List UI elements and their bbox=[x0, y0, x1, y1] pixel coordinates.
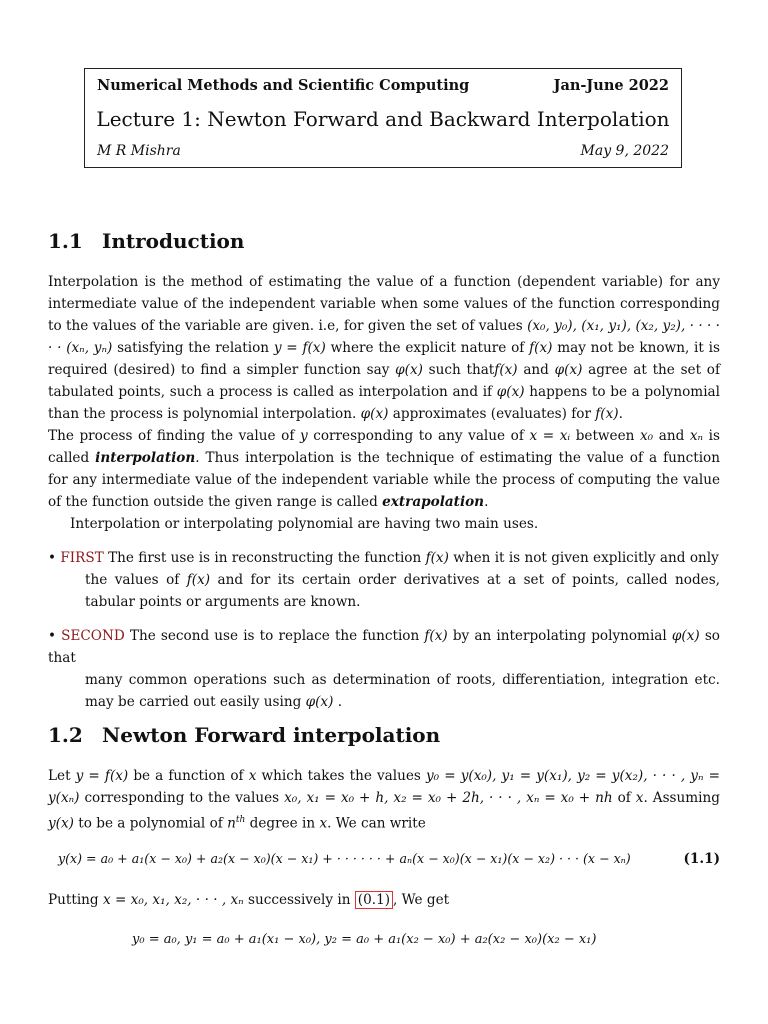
section-heading-newton-forward bbox=[48, 723, 440, 747]
text: . Assuming bbox=[643, 790, 720, 806]
lecture-title: Lecture 1: Newton Forward and Backward Interpolation bbox=[96, 107, 670, 131]
math: φ(x) bbox=[671, 628, 700, 644]
lecture-header-box bbox=[84, 68, 682, 168]
math: f(x) bbox=[425, 550, 449, 566]
math: y = f(x) bbox=[75, 768, 129, 784]
equation-label: (1.1) bbox=[683, 851, 720, 867]
text: and bbox=[653, 428, 690, 444]
math: x bbox=[635, 790, 644, 806]
text: and for its certain order derivatives at a set of points, called nodes, tabular points or arguments are known. bbox=[85, 572, 720, 610]
math: x₀, x₁ = x₀ + h, x₂ = x₀ + 2h, · · · , xₙ = x₀ + nh bbox=[284, 790, 613, 806]
math: y₀ = y(x₀), y₁ = y(x₁), y₂ = y(x₂), · · · , yₙ = y(xₙ) bbox=[48, 768, 720, 806]
date: May 9, 2022 bbox=[580, 143, 669, 159]
math: φ(x) bbox=[554, 362, 583, 378]
section-heading-introduction bbox=[48, 229, 244, 253]
forward-paragraph-2 bbox=[48, 889, 720, 911]
bullet-first bbox=[48, 547, 720, 613]
text: between bbox=[570, 428, 640, 444]
text: The second use is to replace the function bbox=[124, 628, 425, 644]
math: φ(x) bbox=[496, 384, 525, 400]
text: corresponding to any value of bbox=[307, 428, 530, 444]
emphasis: interpolation bbox=[95, 450, 196, 466]
bullet-second-lead: • SECOND The second use is to replace the function f(x) by an interpolating polynomial φ(x) so that bbox=[48, 628, 720, 666]
math: x₀ bbox=[640, 428, 654, 444]
math: x = x₀, x₁, x₂, · · · , xₙ bbox=[102, 892, 244, 908]
emphasis: extrapolation bbox=[382, 494, 485, 510]
forward-paragraph-1 bbox=[48, 765, 720, 835]
intro-paragraph-2 bbox=[48, 425, 720, 513]
math: y(x) bbox=[48, 815, 74, 832]
text: be a function of bbox=[128, 768, 249, 784]
bullet-label: FIRST bbox=[60, 550, 104, 566]
text: , We get bbox=[393, 892, 450, 908]
course-name: Numerical Methods and Scientific Computing bbox=[97, 77, 470, 94]
text: agree at the set of tabulated points, such a process is called as interpolation and if bbox=[48, 362, 721, 400]
math: f(x) bbox=[424, 628, 448, 644]
author: M R Mishra bbox=[97, 143, 181, 159]
text: is called bbox=[48, 428, 720, 466]
math: x bbox=[248, 768, 257, 784]
math: xₙ bbox=[689, 428, 704, 444]
text: satisfying the relation bbox=[112, 340, 274, 356]
math: (x₀, y₀), (x₁, y₁), (x₂, y₂), · · · · · · (xₙ, yₙ) bbox=[48, 318, 720, 356]
section-number: 1.2 bbox=[48, 723, 83, 747]
math: y bbox=[299, 428, 308, 444]
bullet-second-rest bbox=[48, 669, 720, 713]
text: The process of finding the value of bbox=[48, 428, 300, 444]
math: y = f(x) bbox=[273, 340, 326, 356]
text: degree in bbox=[245, 815, 320, 832]
text: . We can write bbox=[327, 815, 426, 832]
text: . Thus interpolation is the technique of estimating the value of a function for any intermediate value of the independent variable while the process of computing the value of the function outside the given range is called bbox=[48, 450, 720, 510]
text: where the explicit nature of bbox=[325, 340, 530, 356]
text: successively in bbox=[243, 892, 355, 908]
equation-2: y₀ = a₀, y₁ = a₀ + a₁(x₁ − x₀), y₂ = a₀ + a₁(x₂ − x₀) + a₂(x₂ − x₀)(x₂ − x₁) bbox=[132, 932, 597, 947]
text: of bbox=[612, 790, 636, 806]
intro-paragraph-1 bbox=[48, 271, 720, 425]
intro-paragraph-3: Interpolation or interpolating polynomial are having two main uses. bbox=[70, 516, 539, 532]
math: φ(x) bbox=[360, 406, 389, 422]
text: . bbox=[618, 406, 623, 422]
text: the values of bbox=[85, 572, 187, 588]
text: corresponding to the values bbox=[79, 790, 285, 806]
text: Interpolation is the method of estimating the value of a function (dependent variable) for any intermediate value of the independent variable when some values of the function corresponding to the values of the variable are given. i.e, for given the set of values bbox=[48, 274, 720, 334]
text: may not be known, it is required (desired) to find a simpler function say bbox=[48, 340, 720, 378]
text: which takes the values bbox=[256, 768, 426, 784]
text: to be a polynomial of bbox=[73, 815, 228, 832]
math: f(x) bbox=[494, 362, 518, 378]
text: Putting bbox=[48, 892, 103, 908]
section-number: 1.1 bbox=[48, 229, 83, 253]
text: and bbox=[517, 362, 555, 378]
math: n bbox=[227, 815, 236, 832]
equation-1-1: y(x) = a₀ + a₁(x − x₀) + a₂(x − x₀)(x − x₁) + · · · · · · + aₙ(x − x₀)(x − x₁)(x − x₂) · · · (x − xₙ) bbox=[58, 851, 631, 866]
equation-reference-link[interactable]: (0.1) bbox=[355, 891, 393, 909]
math: x bbox=[319, 815, 328, 832]
bullet-label: SECOND bbox=[61, 628, 125, 644]
math: x = xᵢ bbox=[529, 428, 571, 444]
section-title: Introduction bbox=[102, 229, 245, 253]
superscript: th bbox=[235, 815, 246, 825]
bullet-first-lead: • FIRST The first use is in reconstructing the function f(x) when it is not given explicitly and only bbox=[48, 550, 719, 566]
text: . bbox=[333, 694, 343, 710]
math: φ(x) bbox=[395, 362, 423, 378]
section-title: Newton Forward interpolation bbox=[102, 723, 441, 747]
text: approximates (evaluates) for bbox=[388, 406, 596, 422]
bullet-second bbox=[48, 625, 720, 713]
text: by an interpolating polynomial bbox=[447, 628, 672, 644]
math: f(x) bbox=[186, 572, 211, 588]
text: such that bbox=[422, 362, 495, 378]
text: when it is not given explicitly and only bbox=[448, 550, 719, 566]
text: so that bbox=[48, 628, 720, 666]
text: many common operations such as determination of roots, differentiation, integration etc. may be carried out easily using bbox=[85, 672, 720, 710]
text: Let bbox=[48, 768, 76, 784]
text: . bbox=[484, 494, 489, 510]
bullet-first-rest bbox=[48, 569, 720, 613]
math: φ(x) bbox=[305, 694, 334, 710]
math: f(x) bbox=[529, 340, 553, 356]
math: f(x) bbox=[595, 406, 619, 422]
term: Jan-June 2022 bbox=[553, 77, 669, 94]
text: happens to be a polynomial than the process is polynomial interpolation. bbox=[48, 384, 720, 422]
text: The first use is in reconstructing the function bbox=[103, 550, 426, 566]
